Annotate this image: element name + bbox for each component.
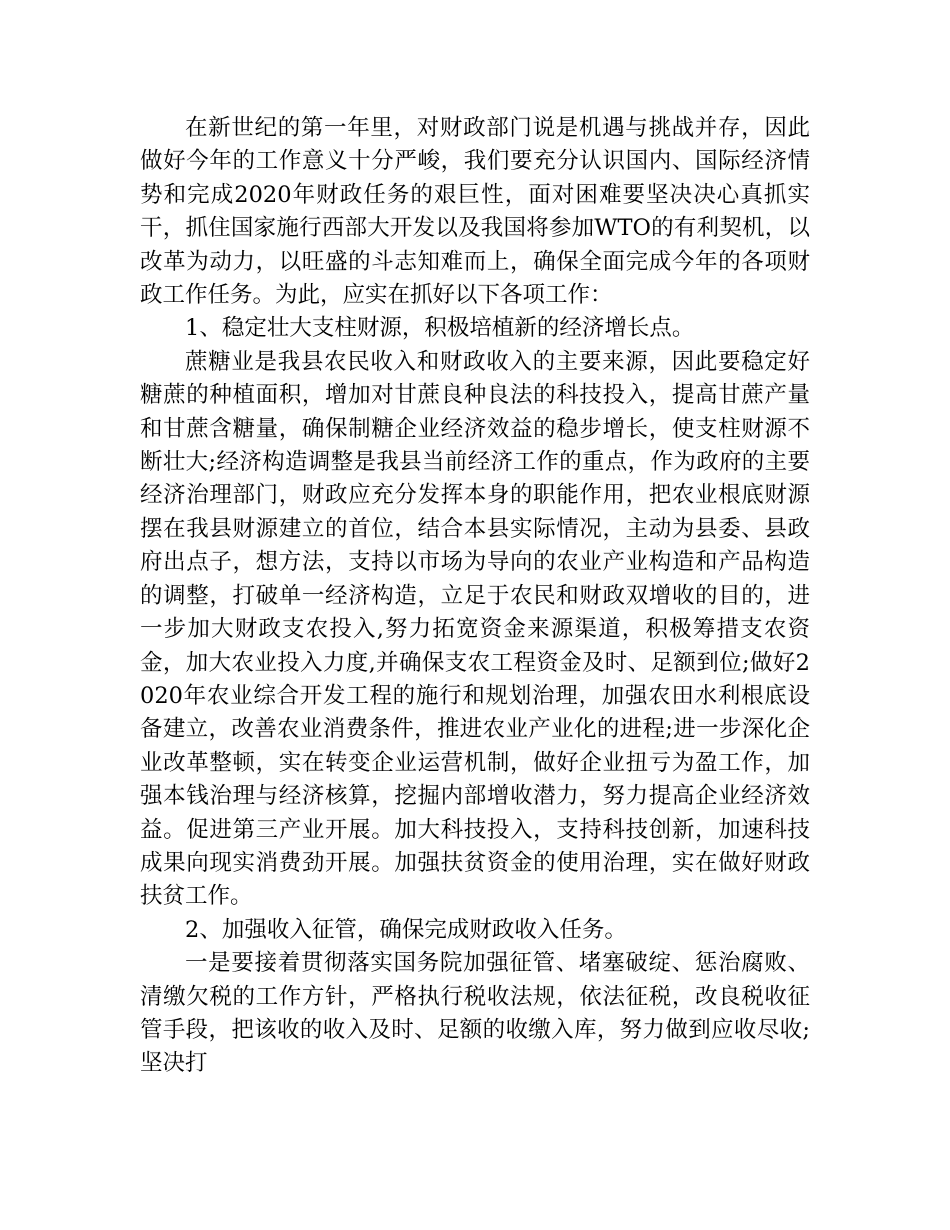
document-body <box>140 112 810 1081</box>
section-heading-1: 1、稳定壮大支柱财源，积极培植新的经济增长点。 <box>185 315 695 342</box>
paragraph-tax-collection: 一是要接着贯彻落实国务院加强征管、堵塞破绽、惩治腐败、清缴欠税的工作方针，严格执行税收法规，依法征税，改良税收征管手段，把该收的收入及时、足额的收缴入库，努力做到应收尽收;坚决打 <box>140 950 810 1077</box>
section-heading-2: 2、加强收入征管，确保完成财政收入任务。 <box>185 916 627 943</box>
paragraph-sugar-industry: 蔗糖业是我县农民收入和财政收入的主要来源，因此要稳定好糖蔗的种植面积，增加对甘蔗良种良法的科技投入，提高甘蔗产量和甘蔗含糖量，确保制糖企业经济效益的稳步增长，使支柱财源不断壮大;经济构造调整是我县当前经济工作的重点，作为政府的主要经济治理部门，财政应充分发挥本身的职能作用，把农业根底财源摆在我县财源建立的首位，结合本县实际情况，主动为县委、县政府出点子，想方法，支持以市场为导向的农业产业构造和产品构造的调整，打破单一经济构造，立足于农民和财政双增收的目的，进一步加大财政支农投入,努力拓宽资金来源渠道，积极筹措支农资金，加大农业投入力度,并确保支农工程资金及时、足额到位;做好2020年农业综合开发工程的施行和规划治理，加强农田水利根底设备建立，改善农业消费条件，推进农业产业化的进程;进一步深化企业改革整顿，实在转变企业运营机制，做好企业扭亏为盈工作，加强本钱治理与经济核算，挖掘内部增收潜力，努力提高企业经济效益。促进第三产业开展。加大科技投入，支持科技创新，加速科技成果向现实消费劲开展。加强扶贫资金的使用治理，实在做好财政扶贫工作。 <box>140 348 810 910</box>
paragraph-intro: 在新世纪的第一年里，对财政部门说是机遇与挑战并存，因此做好今年的工作意义十分严峻，我们要充分认识国内、国际经济情势和完成2020年财政任务的艰巨性，面对困难要坚决决心真抓实干，抓住国家施行西部大开发以及我国将参加WTO的有利契机，以改革为动力，以旺盛的斗志知难而上，确保全面完成今年的各项财政工作任务。为此，应实在抓好以下各项工作： <box>140 115 810 309</box>
